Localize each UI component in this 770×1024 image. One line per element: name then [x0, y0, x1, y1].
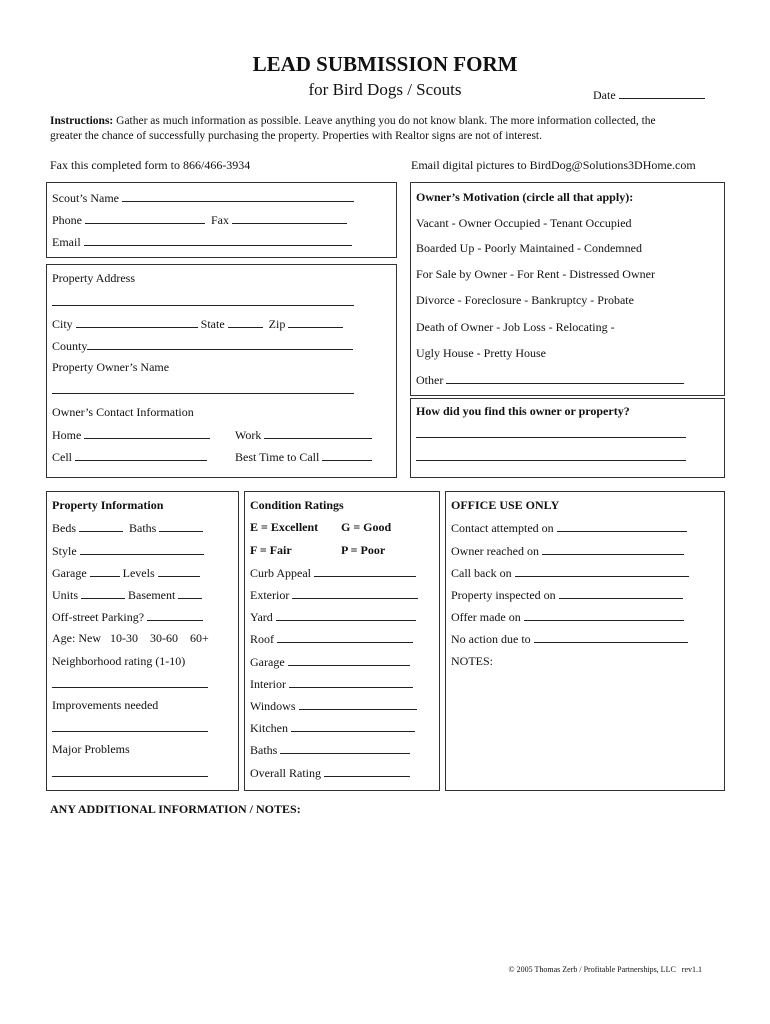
owner-name-field[interactable] [52, 382, 354, 398]
call-back-field[interactable] [451, 565, 689, 581]
condition-item-label: Roof [250, 632, 274, 646]
best-time-field[interactable] [235, 449, 372, 465]
no-action-field[interactable] [451, 631, 688, 647]
property-address-field[interactable] [52, 294, 354, 310]
property-inspected-field[interactable] [451, 587, 683, 603]
age-label: Age: [52, 631, 76, 645]
units-label: Units [52, 588, 79, 602]
baths-condition-field[interactable] [250, 742, 410, 758]
motivation-option-line[interactable]: Death of Owner - Job Loss - Relocating - [416, 320, 615, 334]
email-instruction: Email digital pictures to BirdDog@Solutions3DHome.com [411, 158, 696, 172]
neighborhood-label: Neighborhood rating (1-10) [52, 654, 186, 668]
condition-item-label: Kitchen [250, 721, 288, 735]
neighborhood-field[interactable] [52, 676, 208, 692]
offer-made-field[interactable] [451, 609, 684, 625]
scout-phone-label: Phone [52, 213, 82, 227]
form-title: LEAD SUBMISSION FORM [252, 52, 518, 76]
home-label: Home [52, 428, 82, 442]
curb-appeal-field[interactable] [250, 565, 416, 581]
improvements-label: Improvements needed [52, 698, 159, 712]
best-time-label: Best Time to Call [235, 450, 320, 464]
office-heading: OFFICE USE ONLY [451, 498, 560, 512]
office-item-label: Owner reached on [451, 544, 539, 558]
problems-label: Major Problems [52, 742, 130, 756]
scout-name-field[interactable] [52, 190, 354, 206]
exterior-field[interactable] [250, 587, 418, 603]
yard-field[interactable] [250, 609, 416, 625]
legend-poor: P = Poor [341, 543, 386, 557]
improvements-field[interactable] [52, 720, 208, 736]
scout-email-field[interactable] [52, 234, 352, 250]
how-found-field-1[interactable] [416, 426, 686, 442]
problems-field[interactable] [52, 765, 208, 781]
units-basement-field[interactable] [52, 587, 202, 603]
age-field[interactable] [52, 631, 209, 646]
how-found-heading: How did you find this owner or property? [416, 404, 630, 418]
legend-good: G = Good [341, 520, 392, 534]
city-label: City [52, 317, 73, 331]
other-label: Other [416, 373, 444, 387]
state-label: State [200, 317, 225, 331]
scout-email-label: Email [52, 235, 81, 249]
instructions-line-1: Gather as much information as possible. Leave anything you do not know blank. The more information collected, the [116, 115, 656, 127]
baths-label: Baths [129, 521, 157, 535]
beds-label: Beds [52, 521, 76, 535]
work-phone-field[interactable] [235, 427, 372, 443]
windows-field[interactable] [250, 698, 417, 714]
scout-phone-field[interactable] [52, 212, 347, 228]
instructions-label: Instructions: [50, 115, 114, 127]
beds-baths-field[interactable] [52, 520, 203, 536]
zip-label: Zip [268, 317, 286, 331]
office-item-label: Contact attempted on [451, 521, 554, 535]
property-address-label: Property Address [52, 271, 135, 285]
how-found-field-2[interactable] [416, 449, 686, 465]
motivation-option-line[interactable]: Boarded Up - Poorly Maintained - Condemned [416, 241, 642, 255]
county-field[interactable] [52, 338, 353, 354]
office-item-label: No action due to [451, 632, 531, 646]
scout-info-box [46, 182, 397, 258]
style-label: Style [52, 544, 77, 558]
garage-condition-field[interactable] [250, 654, 410, 670]
office-use-box [445, 491, 725, 791]
kitchen-field[interactable] [250, 720, 415, 736]
overall-rating-field[interactable] [250, 765, 410, 781]
garage-label: Garage [52, 566, 87, 580]
office-notes-label: NOTES: [451, 654, 493, 668]
office-item-label: Property inspected on [451, 588, 556, 602]
condition-item-label: Overall Rating [250, 766, 321, 780]
property-info-box [46, 491, 239, 791]
style-field[interactable] [52, 543, 204, 559]
condition-item-label: Windows [250, 699, 296, 713]
condition-item-label: Interior [250, 677, 286, 691]
city-state-zip-field[interactable] [52, 316, 343, 332]
property-info-heading: Property Information [52, 498, 164, 512]
motivation-other-field[interactable] [416, 372, 684, 388]
office-item-label: Offer made on [451, 610, 521, 624]
county-label: County [52, 339, 88, 353]
motivation-heading: Owner’s Motivation (circle all that apply): [416, 190, 634, 204]
condition-item-label: Curb Appeal [250, 566, 311, 580]
motivation-box [410, 182, 725, 396]
fax-instruction: Fax this completed form to 866/466-3934 [50, 158, 251, 172]
motivation-option-line[interactable]: Divorce - Foreclosure - Bankruptcy - Probate [416, 293, 634, 307]
age-options[interactable]: New 10-30 30-60 60+ [78, 631, 209, 645]
date-field[interactable] [593, 87, 705, 103]
office-item-label: Call back on [451, 566, 512, 580]
interior-field[interactable] [250, 676, 413, 692]
instructions-line-2: greater the chance of successfully purchasing the property. Properties with Realtor signs are not of interest. [50, 130, 542, 142]
date-label: Date [593, 88, 616, 102]
condition-item-label: Exterior [250, 588, 290, 602]
condition-heading: Condition Ratings [250, 498, 344, 512]
contact-attempted-field[interactable] [451, 520, 687, 536]
scout-fax-label: Fax [211, 213, 229, 227]
condition-item-label: Yard [250, 610, 273, 624]
footer-copyright: © 2005 Thomas Zerb / Profitable Partnerships, LLC rev1.1 [508, 965, 702, 974]
owner-name-label: Property Owner’s Name [52, 360, 170, 374]
cell-label: Cell [52, 450, 72, 464]
condition-item-label: Baths [250, 743, 278, 757]
levels-label: Levels [122, 566, 155, 580]
how-found-box [410, 398, 725, 478]
garage-levels-field[interactable] [52, 565, 200, 581]
condition-ratings-box [244, 491, 440, 791]
work-label: Work [235, 428, 262, 442]
property-address-box [46, 264, 397, 478]
parking-label: Off-street Parking? [52, 610, 145, 624]
condition-item-label: Garage [250, 655, 285, 669]
additional-notes-area[interactable] [50, 822, 725, 942]
home-phone-field[interactable] [52, 427, 210, 443]
basement-label: Basement [128, 588, 176, 602]
legend-fair: F = Fair [250, 543, 292, 557]
instructions [50, 114, 656, 144]
cell-phone-field[interactable] [52, 449, 207, 465]
motivation-option-line[interactable]: Vacant - Owner Occupied - Tenant Occupied [416, 216, 632, 230]
roof-field[interactable] [250, 631, 413, 647]
owner-reached-field[interactable] [451, 543, 684, 559]
owner-contact-label: Owner’s Contact Information [52, 405, 194, 419]
scout-name-label: Scout’s Name [52, 191, 119, 205]
form-subtitle: for Bird Dogs / Scouts [308, 80, 462, 99]
legend-excellent: E = Excellent [250, 520, 319, 534]
motivation-option-line[interactable]: Ugly House - Pretty House [416, 346, 546, 360]
motivation-option-line[interactable]: For Sale by Owner - For Rent - Distressed Owner [416, 267, 655, 281]
additional-notes-heading: ANY ADDITIONAL INFORMATION / NOTES: [50, 802, 301, 816]
parking-field[interactable] [52, 609, 203, 625]
